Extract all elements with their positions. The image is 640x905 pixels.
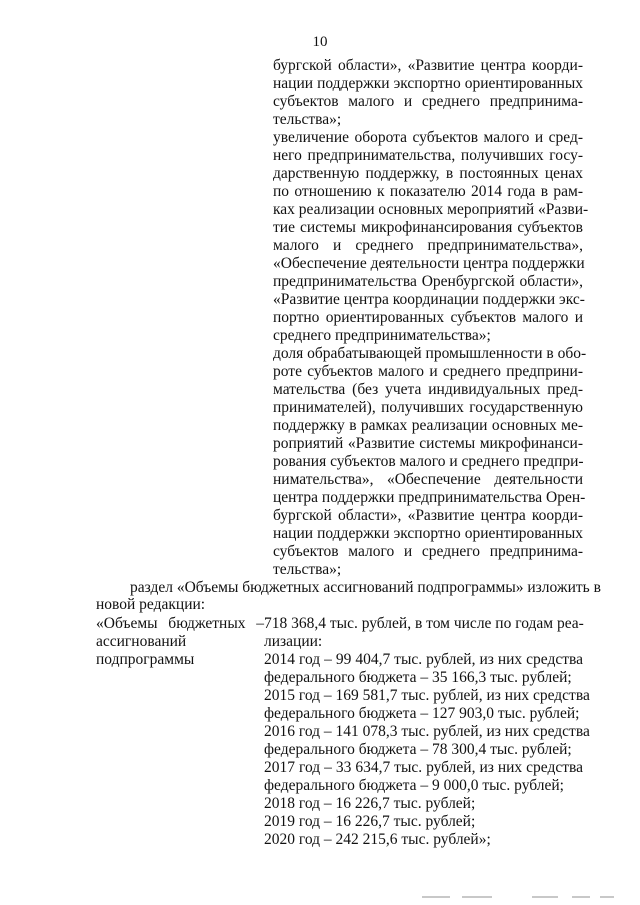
budget-value-line: 2018 год – 16 226,7 тыс. рублей; <box>264 795 476 812</box>
measures-line: нации поддержки экспортно ориентированных <box>273 75 583 92</box>
measures-line: принимателей), получивших государственную <box>273 399 583 416</box>
measures-line: бургской области», «Развитие центра коорди- <box>273 57 583 74</box>
budget-value-line: 718 368,4 тыс. рублей, в том числе по годам реа- <box>264 615 584 632</box>
measures-line: тельства»; <box>273 111 342 128</box>
measures-line: малого и среднего предпринимательства», <box>273 237 583 254</box>
budget-value-line: 2015 год – 169 581,7 тыс. рублей, из них средства <box>264 687 590 704</box>
budget-value-line: федерального бюджета – 78 300,4 тыс. рублей; <box>264 741 572 758</box>
measures-line: поддержку в рамках реализации основных ме- <box>273 417 583 434</box>
measures-line: предпринимательства Оренбургской области», <box>273 273 583 290</box>
measures-line: субъектов малого и среднего предпринима- <box>273 543 583 560</box>
budget-value-line: федерального бюджета – 35 166,3 тыс. рублей; <box>264 669 572 686</box>
budget-value-line: федерального бюджета – 9 000,0 тыс. рублей; <box>264 777 564 794</box>
measures-line: субъектов малого и среднего предпринима- <box>273 93 583 110</box>
measures-line: роприятий «Развитие системы микрофинанси- <box>273 435 583 452</box>
measures-line: «Обеспечение деятельности центра поддержки <box>273 255 585 272</box>
measures-line: ках реализации основных мероприятий «Разви- <box>273 201 589 218</box>
budget-label-line: подпрограммы <box>96 651 195 668</box>
measures-line: портно ориентированных субъектов малого и <box>273 309 583 326</box>
measures-line: тие системы микрофинансирования субъектов <box>273 219 583 236</box>
measures-line: нимательства», «Обеспечение деятельности <box>273 471 583 488</box>
measures-line: рования субъектов малого и среднего предпри- <box>273 453 584 470</box>
scan-marks <box>422 896 622 899</box>
budget-label-line: ассигнований <box>96 633 187 650</box>
budget-value-line: 2019 год – 16 226,7 тыс. рублей; <box>264 813 476 830</box>
measures-line: по отношению к показателю 2014 года в рам- <box>273 183 583 200</box>
measures-line: него предпринимательства, получивших госу- <box>273 147 583 164</box>
measures-line: бургской области», «Развитие центра коорди- <box>273 507 583 524</box>
budget-label-line: «Объемы бюджетных – <box>96 615 264 632</box>
measures-line: «Развитие центра координации поддержки экс- <box>273 291 585 308</box>
measures-line: мательства (без учета индивидуальных пред- <box>273 381 583 398</box>
measures-line: дарственную поддержку, в постоянных ценах <box>273 165 583 182</box>
measures-line: среднего предпринимательства»; <box>273 327 491 344</box>
measures-line: увеличение оборота субъектов малого и сред- <box>273 129 583 146</box>
instruction-line: раздел «Объемы бюджетных ассигнований подпрограммы» изложить в <box>130 579 601 596</box>
page-number: 10 <box>312 34 328 50</box>
budget-value-line: лизации: <box>264 633 323 650</box>
budget-value-line: 2014 год – 99 404,7 тыс. рублей, из них средства <box>264 651 583 668</box>
measures-line: доля обрабатывающей промышленности в обо- <box>273 345 587 362</box>
budget-value-line: 2017 год – 33 634,7 тыс. рублей, из них средства <box>264 759 583 776</box>
measures-line: тельства»; <box>273 561 342 578</box>
measures-line: центра поддержки предпринимательства Орен- <box>273 489 586 506</box>
budget-value-line: 2016 год – 141 078,3 тыс. рублей, из них средства <box>264 723 590 740</box>
budget-value-line: федерального бюджета – 127 903,0 тыс. рублей; <box>264 705 580 722</box>
measures-line: нации поддержки экспортно ориентированных <box>273 525 583 542</box>
measures-line: роте субъектов малого и среднего предприни- <box>273 363 583 380</box>
budget-value-line: 2020 год – 242 215,6 тыс. рублей»; <box>264 831 491 848</box>
instruction-line: новой редакции: <box>96 596 206 613</box>
